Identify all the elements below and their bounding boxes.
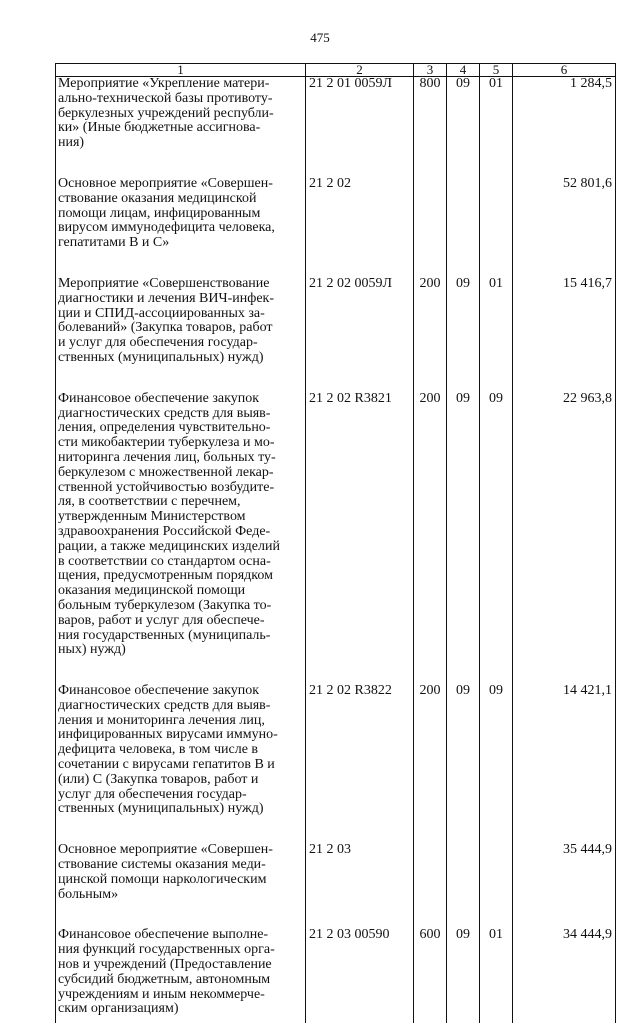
page-number: 475	[310, 30, 330, 45]
row-amount: 15 416,7	[513, 277, 616, 392]
row-section	[447, 843, 480, 928]
row-amount: 34 444,9	[513, 928, 616, 1023]
budget-table	[55, 63, 616, 1023]
row-type	[414, 843, 447, 928]
row-name: Основное мероприятие «Совершен- ствование оказания медицинской помощи лицам, инфицированным вирусом иммунодефицита человека, гепатитами В и С»	[56, 177, 306, 277]
row-code: 21 2 02 R3822	[306, 684, 414, 843]
row-amount: 52 801,6	[513, 177, 616, 277]
row-name: Финансовое обеспечение закупок диагностических средств для выяв- ления и мониторинга лечения лиц, инфицированных вирусами иммуно- дефицита человека, в том числе в сочетании с вирусами гепатитов В и (или) С (Закупка товаров, работ и услуг для обеспечения государ- ственных (муниципальных) нужд)	[56, 684, 306, 843]
table-row	[56, 684, 616, 843]
row-subsection: 01	[480, 928, 513, 1023]
row-code: 21 2 01 0059Л	[306, 77, 414, 177]
column-header-2: 2	[306, 64, 414, 77]
row-section: 09	[447, 684, 480, 843]
row-subsection: 09	[480, 684, 513, 843]
row-code: 21 2 02	[306, 177, 414, 277]
row-amount: 22 963,8	[513, 392, 616, 684]
column-header-4: 4	[447, 64, 480, 77]
row-code: 21 2 02 R3821	[306, 392, 414, 684]
row-name: Финансовое обеспечение выполне- ния функций государственных орга- нов и учреждений (Предоставление субсидий бюджетным, автономным учреждениям и иным некоммерче- ским организациям)	[56, 928, 306, 1023]
row-amount: 14 421,1	[513, 684, 616, 843]
row-code: 21 2 03	[306, 843, 414, 928]
row-amount: 35 444,9	[513, 843, 616, 928]
column-header-6: 6	[513, 64, 616, 77]
row-type: 200	[414, 277, 447, 392]
row-subsection	[480, 843, 513, 928]
row-section: 09	[447, 277, 480, 392]
row-subsection: 01	[480, 277, 513, 392]
row-code: 21 2 03 00590	[306, 928, 414, 1023]
table-row	[56, 928, 616, 1023]
row-name: Мероприятие «Укрепление матери- ально-технической базы противоту- беркулезных учреждений республи- ки» (Иные бюджетные ассигнова- ния)	[56, 77, 306, 177]
row-name: Финансовое обеспечение закупок диагностических средств для выяв- ления, определения чувствительно- сти микобактерии туберкулеза и мо- ниторинга лечения лиц, больных ту- беркулезом с множественной лекар- ственной устойчивостью возбудите- ля, в соответствии с перечнем, утвержденным Министерством здравоохранения Российской Феде- рации, а также медицинских изделий в соответствии со стандартом осна- щения, предусмотренным порядком оказания медицинской помощи больным туберкулезом (Закупка то- варов, работ и услуг для обеспече- ния государственных (муниципаль- ных) нужд)	[56, 392, 306, 684]
table-row	[56, 77, 616, 177]
table-row	[56, 392, 616, 684]
table-row	[56, 177, 616, 277]
row-subsection: 01	[480, 77, 513, 177]
row-subsection	[480, 177, 513, 277]
table-row	[56, 277, 616, 392]
row-type: 200	[414, 684, 447, 843]
row-type: 600	[414, 928, 447, 1023]
row-name: Основное мероприятие «Совершен- ствование системы оказания меди- цинской помощи наркологическим больным»	[56, 843, 306, 928]
row-amount: 1 284,5	[513, 77, 616, 177]
row-section: 09	[447, 77, 480, 177]
column-header-3: 3	[414, 64, 447, 77]
row-section: 09	[447, 928, 480, 1023]
table-header-row	[56, 64, 616, 77]
table-row	[56, 843, 616, 928]
column-header-1: 1	[56, 64, 306, 77]
row-section	[447, 177, 480, 277]
row-name: Мероприятие «Совершенствование диагностики и лечения ВИЧ-инфек- ции и СПИД-ассоциированных за- болеваний» (Закупка товаров, работ и услуг для обеспечения государ- ственных (муниципальных) нужд)	[56, 277, 306, 392]
row-subsection: 09	[480, 392, 513, 684]
row-type: 800	[414, 77, 447, 177]
row-type	[414, 177, 447, 277]
row-type: 200	[414, 392, 447, 684]
row-code: 21 2 02 0059Л	[306, 277, 414, 392]
row-section: 09	[447, 392, 480, 684]
column-header-5: 5	[480, 64, 513, 77]
